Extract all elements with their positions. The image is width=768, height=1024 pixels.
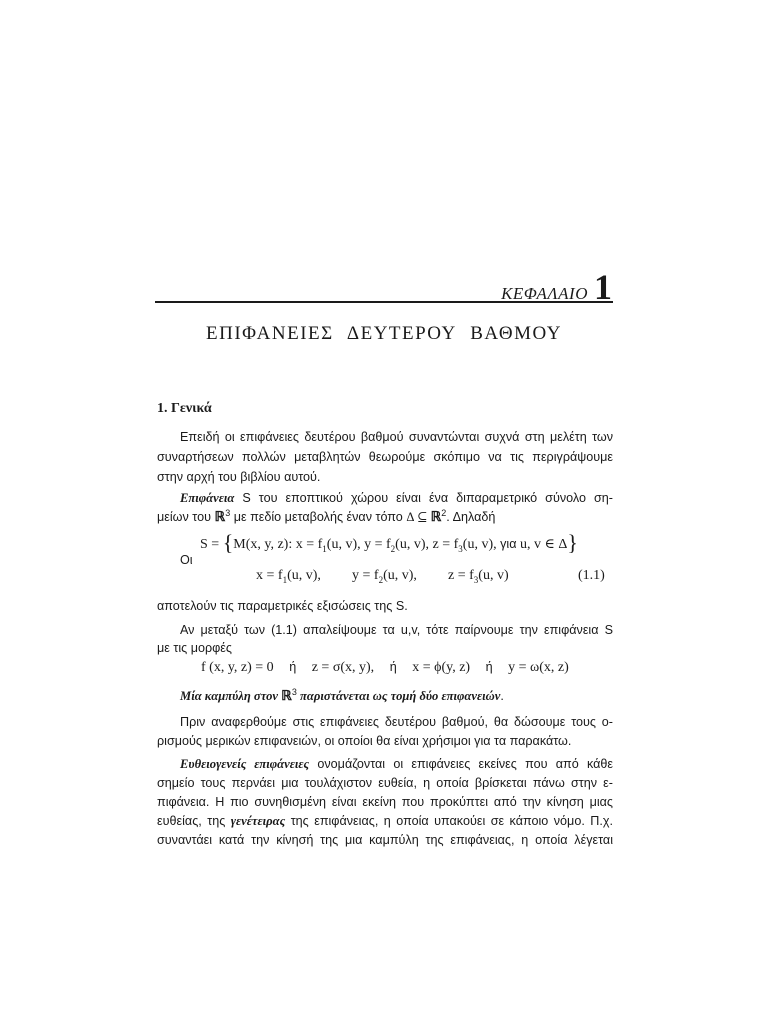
equation-x: $x = f_1(u$, v), <box>256 568 321 585</box>
equation-y: $y = f_2(u$, v), <box>352 568 417 585</box>
paragraph-line: μείων του ℝ$^3$ με πεδίο μεταβολής έναν τόπο Δ ⊆ ℝ$^2$. Δηλαδή <box>157 507 496 524</box>
curve-statement: Μία καμπύλη στον ℝ$^3$ παριστάνεται ως τομή δύο επιφανειών. <box>180 686 504 703</box>
paragraph-line: Ευθειογενείς επιφάνειες ονομάζονται οι επιφάνειες εκείνες που από κάθε <box>180 757 613 771</box>
reals-symbol: ℝ <box>214 509 226 524</box>
text-oi: Οι <box>180 553 193 567</box>
reals-symbol: ℝ <box>430 509 442 524</box>
reals-symbol: ℝ <box>281 688 292 703</box>
paragraph-line: με τις μορφές <box>157 641 232 655</box>
term-surface: Επιφάνεια <box>180 491 235 505</box>
section-heading: 1. Γενικά <box>157 401 212 416</box>
paragraph-line: αποτελούν τις παραμετρικές εξισώσεις της S. <box>157 599 408 613</box>
term-ruled-surfaces: Ευθειογενείς επιφάνειες <box>180 757 310 771</box>
equation-number: (1.1) <box>578 568 605 583</box>
paragraph-line: Αν μεταξύ των (1.1) απαλείψουμε τα u,v, τότε παίρνουμε την επιφάνεια S <box>180 623 613 637</box>
paragraph-line: Επειδή οι επιφάνειες δευτέρου βαθμού συναντώνται συχνά στη μελέτη των <box>180 430 613 444</box>
chapter-title: ΕΠΙΦΑΝΕΙΕΣ ΔΕΥΤΕΡΟΥ ΒΑΘΜΟΥ <box>206 323 562 344</box>
paragraph-line: σημείο τους περνάει μια τουλάχιστον ευθεία, η οποία βρίσκεται πάνω στην ε- <box>157 776 613 790</box>
paragraph-line: πιφάνεια. Η πιο συνηθισμένη είναι εκείνη που προκύπτει από την κίνηση μιας <box>157 795 613 809</box>
equation-z: $z = f_3(u$, v) <box>448 568 509 585</box>
paragraph-line: συναρτήσεων πολλών μεταβλητών θεωρούμε σκόπιμο να τις περιγράψουμε <box>157 450 613 464</box>
set-definition: S = {M(x, y, z): $x = f_1(u$, v), $y = f_2(u$, v), $z = f_3(u$, v), για u, v ∈ Δ} <box>200 530 578 555</box>
chapter-number: 1 <box>594 267 612 307</box>
chapter-rule <box>155 301 613 303</box>
paragraph-line: ευθείας, της γενέτειρας της επιφάνειας, η οποία υπακούει σε κάποιο νόμο. Π.χ. <box>157 814 613 828</box>
paragraph-line: Πριν αναφερθούμε στις επιφάνειες δευτέρου βαθμού, θα δώσουμε τους ο- <box>180 715 613 729</box>
paragraph-line: Επιφάνεια S του εποπτικού χώρου είναι ένα διπαραμετρικό σύνολο ση- <box>180 491 613 505</box>
chapter-label: ΚΕΦΑΛΑΙΟ <box>501 284 588 303</box>
surface-forms: f (x, y, z) = 0 ή z = σ(x, y), ή x = ϕ(y, z) ή y = ω(x, z) <box>201 660 569 675</box>
term-generatrix: γενέτειρας <box>230 814 286 828</box>
paragraph-line: ρισμούς μερικών επιφανειών, οι οποίοι θα είναι χρήσιμοι για τα παρακάτω. <box>157 734 572 748</box>
paragraph-line: στην αρχή του βιβλίου αυτού. <box>157 470 321 484</box>
paragraph-line: συναντάει κατά την κίνησή της μια καμπύλη της επιφάνειας, η οποία λέγεται <box>157 833 613 847</box>
